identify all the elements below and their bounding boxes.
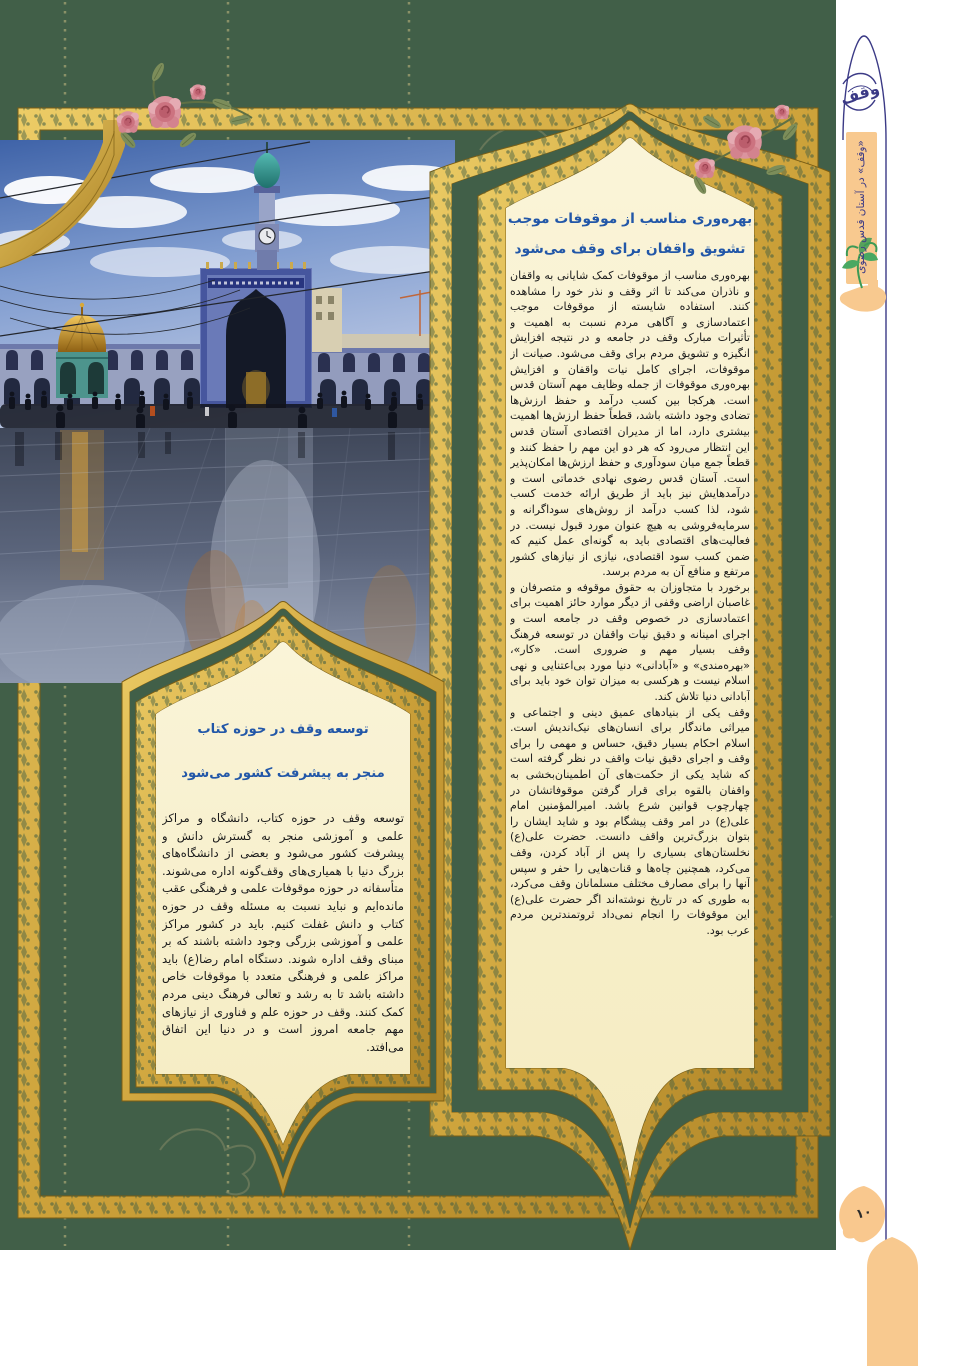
left-article-headline <box>158 708 408 796</box>
section-title-vertical: «وقف» در آستان قدس رضوی <box>855 140 867 274</box>
article-paragraph: بهره‌وری مناسب از موقوفات کمک شایانی به واقفان و ناذران می‌کند تا اثر وقف و نذر خود را مشاهده کنند. استفاده شایسته از موقوفات موجب اعتمادسازی و آگاهی مردم نسبت به اهمیت و تأثیرات مبارک وقف در جامعه و در نتیجه افزایش انگیزه و تشویق مردم برای وقف می‌شود. صیانت از موقوفات، اجرای کامل نیات واقفان و افزایش بهره‌وری موقوفات از جمله وظایف مهم آستان قدس است. هرکجا بین کسب درآمد و حفظ ارزش‌ها تضادی وجود داشته باشد، قطعاً حفظ ارزش‌ها اهمیت بیشتری دارد، اما از مدیران اقتصادی آستان قدس این انتظار می‌رود که هر دو این مهم را حفظ کنند و قطعاً جمع میان سودآوری و حفظ ارزش‌ها امکان‌پذیر است. آستان قدس رضوی نهادی خدماتی است و درآمدهایش نیز باید از طریق ارائه خدمت کسب شود، لذا کسب درآمد از روش‌های سوداگرانه و سرمایه‌فروشی به هیچ عنوان مورد قبول نیست. در فعالیت‌های اقتصادی باید به گونه‌ای عمل کنیم که ضمن کسب سود اقتصادی، نیازی از نیازهای کشور مرتفع و منافع آن به مردم برسد. <box>510 269 750 579</box>
article-paragraph: وقف یکی از بنیادهای عمیق دینی و اجتماعی و میراثی ماندگار برای انسان‌های نیک‌اندیش است. اسلام احکام بسیار دقیق، حساس و مهمی را برای وقف و اجرای دقیق نیات واقف در نظر گرفته است که شاید یکی از حکمت‌های آن اطمینان‌بخشی به واقفان بالقوه برای قرار گرفتن موقوفاتشان در چهارچوب قوانین شرع باشد. امیرالمؤمنین امام علی(ع) در امر وقف پیشگام بود و شاید ایشان را بتوان بزرگ‌ترین واقف دانست. حضرت علی(ع) نخلستان‌های بسیاری را پس از آباد کردن، وقف می‌کرد، همچنین چاه‌ها و قنات‌هایی را حفر و سپس آنها را برای مصارف مختلف مسلمانان وقف می‌کرد، به طوری که در تاریخ نوشته‌اند اگر حضرت علی(ع) این موقوفات را انجام نمی‌داد ثروتمندترین مردم عرب بود. <box>510 705 750 937</box>
article-paragraph: برخورد با متجاوزان به حقوق موقوفه و متصرفان و غاصبان اراضی وقفی از دیگر موارد حائز اهمیت برای اعتمادسازی در خصوص وقف در جامعه است و اجرای امینانه و دقیق نیات واقفان در توسعه فرهنگ وقف بسیار مهم و ضروری است. «کار»، «بهره‌مندی» و «آبادانی» دنیا مورد بی‌اعتنایی و نهی اسلام نیست و هرکسی به میزان توان خود باید برای آبادانی دنیا تلاش کند. <box>510 580 750 704</box>
right-article-body <box>510 268 750 1066</box>
calligraphy-logo-icon <box>838 74 881 111</box>
article-paragraph: توسعه وقف در حوزه کتاب، دانشگاه و مراکز علمی و آموزشی منجر به گسترش دانش و پیشرفت کشور می‌شود و بعضی از دانشگاه‌های بزرگ دنیا با همیاری‌های وقف‌گونه اداره می‌شوند. متأسفانه در حوزه موقوفات علمی و فرهنگی عقب مانده‌ایم و نباید نسبت به مسئله وقف در حوزه کتاب و دانش غفلت کنیم. باید در کشور مراکز علمی و آموزشی بزرگی وجود داشته باشند که بر مبنای وقف اداره شوند. دستگاه امام رضا(ع) باید مراکز علمی و فرهنگی متعدد با موقوفات خاص داشته باشد تا به رشد و تعالی فرهنگ دینی مردم کمک کنند. وقف در حوزه علم و فناوری از نیازهای مهم جامعه امروز است و در دنیا این اتفاق می‌افتد. <box>162 811 404 1054</box>
headline-line: توسعه وقف در حوزه کتاب <box>197 722 369 737</box>
left-article-panel <box>118 596 448 1216</box>
headline-line: منجر به پیشرفت کشور می‌شود <box>181 766 385 781</box>
cream-tower <box>312 288 342 352</box>
headline-line: بهره‌وری مناسب از موقوفات موجب <box>507 211 753 227</box>
left-article-body <box>162 810 404 1072</box>
spine-ornament-column <box>867 1237 918 1366</box>
page-number: ۱۰ <box>854 1204 874 1223</box>
right-article-panel <box>424 100 836 1250</box>
iwan-portal <box>200 262 312 408</box>
right-article-headline <box>490 204 770 264</box>
emblem-text: وقف <box>838 78 882 109</box>
headline-line: تشویق واقفان برای وقف می‌شود <box>514 241 746 257</box>
